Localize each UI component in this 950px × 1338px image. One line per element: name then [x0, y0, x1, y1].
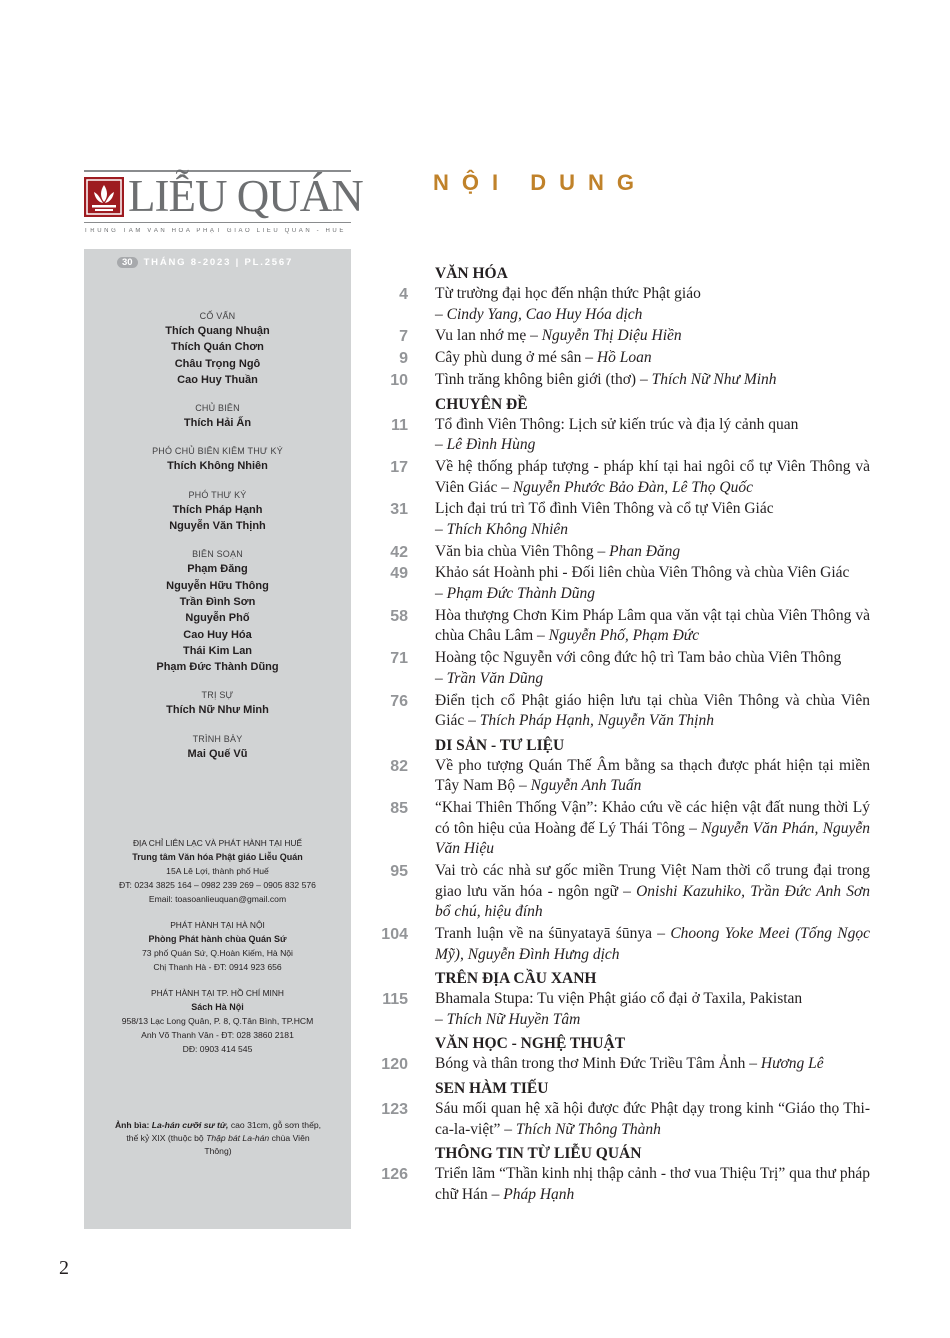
- toc-article-title: Bhamala Stupa: Tu viện Phật giáo cổ đại ở Taxila, Pakistan: [435, 990, 803, 1008]
- contact-line: ĐT: 0234 3825 164 – 0982 239 269 – 0905 832 576: [119, 880, 316, 890]
- contact-line: DĐ: 0903 414 545: [182, 1044, 253, 1054]
- toc-article-author: – Lê Đình Hùng: [435, 436, 536, 454]
- toc-article-author: – Hồ Loan: [585, 349, 652, 367]
- toc-page-number: 85: [390, 800, 408, 818]
- toc-entry[interactable]: [370, 499, 870, 540]
- toc-article-author: – Nguyễn Văn Phán, Nguyễn Văn Hiệu: [435, 819, 870, 858]
- toc-article-author: – Onishi Kazuhiko, Trần Đức Anh Sơn bổ chú, hiệu đính: [435, 882, 871, 921]
- toc-article-author: – Choong Yoke Meei (Tống Ngọc Mỹ), Nguyễn Đình Hưng dịch: [435, 925, 870, 963]
- cover-description: cao 31cm, gỗ sơn thếp, thế kỷ XIX (thuộc bộ: [126, 1120, 322, 1143]
- toc-page-number: 126: [381, 1166, 408, 1184]
- toc-page-number: 11: [391, 416, 408, 434]
- toc-article-title: Về hệ thống pháp tượng - pháp khí tại hai ngôi cổ tự Viên Thông và Viên Giác: [435, 457, 870, 496]
- toc-article-title: Hòa thượng Chơn Kim Pháp Lâm qua văn vật tại chùa Viên Thông và chùa Châu Lâm: [435, 606, 870, 645]
- toc-section-heading: THÔNG TIN TỪ LIỄU QUÁN: [435, 1145, 642, 1163]
- toc-article-title: Bóng và thân trong thơ Minh Đức Triều Tâm Ảnh: [435, 1055, 750, 1073]
- toc-entry[interactable]: [370, 542, 870, 563]
- credit-name: Thích Nữ Như Minh: [166, 704, 269, 717]
- toc-article-author: – Thích Pháp Hạnh, Nguyễn Văn Thịnh: [468, 712, 714, 730]
- toc-article-author: – Thích Nữ Huyền Tâm: [435, 1010, 581, 1028]
- toc-section-heading: DI SẢN - TƯ LIỆU: [435, 736, 565, 754]
- toc-article-author: – Nguyễn Anh Tuấn: [518, 777, 642, 795]
- cover-title: La-hán cưỡi sư tử,: [151, 1120, 229, 1130]
- contents-heading: NỘI DUNG: [433, 170, 647, 195]
- toc-article-author: – Nguyễn Phố, Phạm Đức: [537, 627, 700, 645]
- contact-organization: Sách Hà Nội: [191, 1002, 244, 1012]
- contact-line: Anh Võ Thanh Vân - ĐT: 028 3860 2181: [141, 1030, 294, 1040]
- toc-entry[interactable]: [370, 989, 870, 1030]
- toc-entry[interactable]: [370, 563, 870, 604]
- toc-article-title: “Khai Thiên Thống Vận”: Khảo cứu về các hiện vật đất nung thời Lý có tôn hiệu của Hoàng đế Lý Thái Tông: [435, 799, 870, 837]
- toc-page-number: 42: [390, 543, 408, 561]
- cover-source: chùa Viên Thông): [204, 1133, 310, 1156]
- toc-article-title: Lịch đại trú trì Tổ đình Viên Thông và cổ tự Viên Giác: [435, 500, 774, 518]
- issue-date: THÁNG 8-2023 | PL.2567: [143, 257, 294, 268]
- toc-section-heading: CHUYÊN ĐỀ: [435, 395, 528, 413]
- credit-name: Thích Pháp Hạnh: [172, 503, 263, 516]
- toc-section-heading: VĂN HÓA: [435, 265, 508, 282]
- toc-section-heading: TRÊN ĐỊA CẦU XANH: [435, 970, 597, 988]
- toc-article-title: Văn bia chùa Viên Thông: [435, 542, 598, 560]
- credit-name: Nguyễn Văn Thịnh: [169, 520, 266, 533]
- page-number: 2: [59, 1257, 69, 1279]
- credit-name: Thích Quán Chơn: [171, 341, 264, 354]
- toc-article-title: Vai trò các nhà sư gốc miền Trung Việt Nam thời cổ trung đại trong giao lưu văn hóa - ngôn ngữ: [435, 862, 870, 900]
- toc-entry[interactable]: [370, 648, 870, 689]
- toc-entry[interactable]: [370, 1164, 870, 1205]
- masthead-title: LIỄU QUÁN: [128, 171, 363, 221]
- contact-line: 73 phố Quán Sứ, Q.Hoàn Kiếm, Hà Nội: [142, 948, 293, 958]
- contact-line: Chị Thanh Hà - ĐT: 0914 923 656: [153, 962, 282, 972]
- contact-info: [84, 837, 351, 1056]
- toc-article-title: Về pho tượng Quán Thế Âm bằng sa thạch được phát hiện tại miền Tây Nam Bộ: [435, 756, 870, 795]
- credit-name: Thích Hải Ấn: [183, 417, 252, 430]
- credit-name: Thái Kim Lan: [182, 644, 253, 657]
- toc-article-author: – Cindy Yang, Cao Huy Hóa dịch: [435, 305, 643, 323]
- cover-caption: [114, 1119, 322, 1158]
- toc-entry[interactable]: [370, 326, 870, 347]
- credit-name: Nguyễn Hữu Thông: [166, 579, 269, 592]
- toc-article-author: – Hương Lê: [749, 1055, 824, 1073]
- toc-page-number: 9: [399, 350, 408, 368]
- toc-page-number: 10: [390, 371, 408, 389]
- toc-page-number: 95: [390, 863, 408, 881]
- toc-section-heading: VĂN HỌC - NGHỆ THUẬT: [435, 1035, 626, 1053]
- contact-line: 958/13 Lạc Long Quân, P. 8, Q.Tân Bình, TP.HCM: [121, 1016, 314, 1026]
- credit-name: Phạm Đăng: [187, 563, 248, 576]
- masthead-subtitle: TRUNG TÂM VĂN HÓA PHẬT GIÁO LIỄU QUÁN - HUẾ: [84, 228, 346, 234]
- toc-page-number: 104: [381, 926, 408, 944]
- toc-page-number: 31: [390, 501, 408, 519]
- credit-role: TRỊ SỰ: [201, 690, 234, 701]
- toc-page-number: 120: [381, 1056, 408, 1074]
- contact-block: [84, 837, 351, 906]
- toc-entry[interactable]: [370, 1054, 870, 1075]
- toc-section-heading: SEN HÀM TIẾU: [435, 1080, 549, 1098]
- credit-name: Phạm Đức Thành Dũng: [156, 661, 279, 674]
- toc-entry[interactable]: [370, 284, 870, 325]
- credit-name: Nguyễn Phố: [185, 612, 250, 625]
- credit-role: BIÊN SOẠN: [192, 549, 243, 560]
- toc-article-title: Tình trăng không biên giới (thơ): [435, 370, 640, 388]
- toc-article-author: – Trần Văn Dũng: [435, 669, 544, 687]
- toc-entry[interactable]: [370, 606, 870, 647]
- contact-organization: Trung tâm Văn hóa Phật giáo Liễu Quán: [132, 852, 303, 862]
- credit-name: Châu Trọng Ngô: [174, 357, 261, 370]
- lotus-logo-icon: [84, 177, 124, 217]
- toc-article-title: Hoàng tộc Nguyễn với công đức hộ trì Tam bảo chùa Viên Thông: [435, 649, 842, 667]
- toc-page-number: 82: [390, 757, 408, 775]
- toc-article-author: – Thích Không Nhiên: [435, 520, 569, 538]
- toc-entry[interactable]: [370, 348, 870, 369]
- toc-page-number: 123: [381, 1101, 408, 1119]
- contact-heading: ĐỊA CHỈ LIÊN LẠC VÀ PHÁT HÀNH TẠI HUẾ: [132, 838, 303, 848]
- credit-role: CỐ VẤN: [199, 311, 236, 321]
- credit-name: Thích Quang Nhuận: [165, 325, 270, 337]
- toc-page-number: 4: [399, 286, 408, 303]
- toc-article-title: Tổ đình Viên Thông: Lịch sử kiến trúc và địa lý cảnh quan: [435, 415, 799, 433]
- toc-article-author: – Phạm Đức Thành Dũng: [435, 585, 596, 603]
- toc-entry[interactable]: [370, 1099, 870, 1140]
- toc-article-title: Triển lãm “Thần kinh nhị thập cảnh - thơ vua Thiệu Trị” qua thư pháp chữ Hán: [435, 1165, 870, 1203]
- toc-article-title: Sáu mối quan hệ xã hội được đức Phật dạy trong kinh “Giáo thọ Thi-ca-la-việt”: [435, 1100, 870, 1138]
- toc-article-author: – Thích Nữ Như Minh: [639, 370, 777, 388]
- toc-page-number: 76: [390, 692, 408, 710]
- credit-name: Cao Huy Hóa: [183, 628, 252, 641]
- issue-number-badge: 30: [117, 257, 138, 268]
- contact-heading: PHÁT HÀNH TẠI TP. HỒ CHÍ MINH: [151, 988, 284, 998]
- toc-page-number: 7: [399, 328, 408, 346]
- credit-name: Cao Huy Thuần: [177, 373, 258, 386]
- credit-role: PHÓ CHỦ BIÊN KIÊM THƯ KÝ: [152, 446, 283, 457]
- toc-entry[interactable]: [370, 798, 870, 860]
- credit-name: Mai Quế Vũ: [187, 747, 248, 760]
- credit-role: CHỦ BIÊN: [195, 403, 240, 414]
- credit-name: Thích Không Nhiên: [167, 460, 268, 473]
- toc-article-author: – Phan Đăng: [597, 542, 681, 560]
- contact-line: Email: toasoanlieuquan@gmail.com: [148, 894, 287, 904]
- toc-article-title: Cây phù dung ở mé sân: [435, 349, 586, 367]
- toc-page-number: 58: [390, 607, 408, 625]
- credit-role: TRÌNH BÀY: [192, 733, 243, 744]
- contact-organization: Phòng Phát hành chùa Quán Sứ: [148, 934, 287, 944]
- toc-entry[interactable]: [370, 457, 870, 498]
- credit-role: PHÓ THƯ KÝ: [188, 489, 247, 500]
- toc-entry[interactable]: [370, 415, 870, 456]
- toc-page-number: 17: [390, 458, 408, 476]
- toc-page-number: 49: [390, 565, 408, 583]
- toc-article-author: – Nguyễn Phước Bảo Đàn, Lê Thọ Quốc: [501, 478, 753, 496]
- masthead-bottom-rule: [84, 222, 351, 223]
- cover-label: Ảnh bìa:: [114, 1120, 150, 1130]
- toc-page-number: 71: [390, 650, 408, 668]
- toc-article-title: Khảo sát Hoành phi - Đối liên chùa Viên Thông và chùa Viên Giác: [435, 564, 850, 582]
- toc-entry[interactable]: [370, 924, 870, 965]
- toc-entry[interactable]: [370, 691, 870, 732]
- toc-article-title: Điển tịch cổ Phật giáo hiện lưu tại chùa Viên Thông và chùa Viên Giác: [435, 691, 870, 730]
- masthead-info-panel: [84, 249, 351, 1229]
- contact-block: [84, 987, 351, 1056]
- issue-line: [117, 257, 293, 268]
- toc-entry[interactable]: [370, 370, 870, 391]
- editorial-credits: [84, 309, 351, 762]
- contact-block: [84, 919, 351, 974]
- toc-article-title: Từ trường đại học đến nhận thức Phật giáo: [435, 285, 701, 302]
- toc-article-title: Vu lan nhớ mẹ: [435, 327, 531, 345]
- contact-line: 15A Lê Lợi, thành phố Huế: [166, 866, 269, 876]
- toc-article-author: – Pháp Hạnh: [491, 1185, 575, 1203]
- toc-article-title: Tranh luận về na śūnyatayā śūnya: [435, 925, 658, 943]
- table-of-contents: [370, 260, 870, 1207]
- toc-page-number: 115: [382, 991, 408, 1009]
- credit-name: Trần Đình Sơn: [179, 595, 256, 608]
- toc-entry[interactable]: [370, 756, 870, 797]
- cover-series: Thập bát La-hán: [206, 1133, 270, 1143]
- toc-article-author: – Nguyễn Thị Diệu Hiền: [530, 327, 682, 345]
- contact-heading: PHÁT HÀNH TẠI HÀ NỘI: [170, 920, 265, 930]
- toc-entry[interactable]: [370, 861, 870, 923]
- toc-article-author: – Thích Nữ Thông Thành: [504, 1120, 661, 1138]
